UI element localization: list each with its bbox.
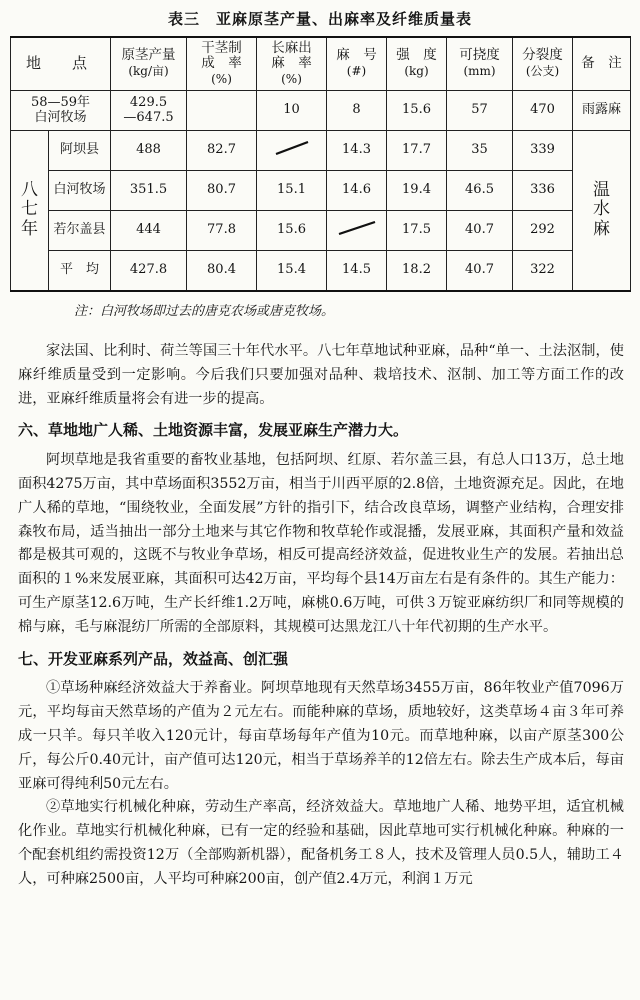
cell-dry: 80.7: [187, 171, 257, 211]
cell-location: 阿坝县: [49, 131, 111, 171]
cell-strength: 15.6: [387, 91, 447, 131]
cell-yield: 488: [111, 131, 187, 171]
cell-flex: 40.7: [447, 211, 513, 251]
section-heading-7: 七、开发亚麻系列产品，效益高、创汇强: [18, 649, 289, 668]
cell-remark: 雨露麻: [573, 91, 631, 131]
cell-grade: 14.3: [327, 131, 387, 171]
flax-quality-table: [10, 36, 631, 292]
cell-flex: 46.5: [447, 171, 513, 211]
table-title: 表三 亚麻原茎产量、出麻率及纤维质量表: [167, 10, 472, 28]
header-yield: 原茎产量 (kg/亩): [111, 37, 187, 91]
cell-long: 15.1: [257, 171, 327, 211]
cell-strength: 19.4: [387, 171, 447, 211]
cell-yield: 427.8: [111, 251, 187, 291]
table-row-average: [11, 251, 631, 291]
table-row: [11, 171, 631, 211]
cell-split: 339: [513, 131, 573, 171]
group-label-87: 八 七 年: [11, 131, 49, 291]
header-location: 地 点: [11, 37, 111, 91]
cell-dry: 82.7: [187, 131, 257, 171]
header-dry-rate: 干茎制 成 率 (%): [187, 37, 257, 91]
cell-grade: 14.6: [327, 171, 387, 211]
cell-flex: 40.7: [447, 251, 513, 291]
cell-flex: 57: [447, 91, 513, 131]
paragraph: ②草地实行机械化种麻，劳动生产率高，经济效益大。草地地广人稀、地势平坦，适宜机械化作业。草地实行机械化种麻，已有一定的经验和基础，因此草地可实行机械化种麻。种麻的一个配套机组约需投资12万（全部购新机器），配备机务工８人，技术及管理人员0.5人，辅助工４人，可种麻2500亩，人平均可种麻200亩，创产值2.4万元，利润１万元: [18, 799, 624, 887]
paragraph: 家法国、比利时、荷兰等国三十年代水平。八七年草地试种亚麻，品种“单一、土法沤制，使麻纤维质量受到一定影响。今后我们只要加强对品种、栽培技术、沤制、加工等方面工作的改进，亚麻纤维质量将会有进一步的提高。: [18, 343, 624, 407]
table-note: 注：白河牧场即过去的唐克农场或唐克牧场。: [74, 304, 335, 319]
cell-dry: [187, 91, 257, 131]
cell-split: 336: [513, 171, 573, 211]
remark-group: 温 水 麻: [573, 131, 631, 291]
cell-strength: 17.5: [387, 211, 447, 251]
table-row: [11, 131, 631, 171]
body-text: [18, 340, 624, 892]
cell-long: 15.6: [257, 211, 327, 251]
paragraph: ①草场种麻经济效益大于养畜业。阿坝草地现有天然草场3455万亩，86年牧业产值7096万元，平均每亩天然草场的产值为２元左右。而能种麻的草场，质地较好，这类草场４亩３年可养成一只羊。每只羊收入120元计，每亩草场每年产值为10元。而草地种麻，以亩产原茎300公斤，每公斤0.40元计，亩产值可达120元，相当于草场养羊的12倍左右。除去生产成本后，每亩亚麻可得纯利50元左右。: [18, 680, 624, 792]
table-header-row: [11, 37, 631, 91]
cell-long: 10: [257, 91, 327, 131]
cell-grade: 8: [327, 91, 387, 131]
header-split: 分裂度 (公支): [513, 37, 573, 91]
header-flexibility: 可挠度 (mm): [447, 37, 513, 91]
header-long-fiber-rate: 长麻出 麻 率 (%): [257, 37, 327, 91]
cell-strength: 18.2: [387, 251, 447, 291]
cell-dry: 77.8: [187, 211, 257, 251]
cell-split: 322: [513, 251, 573, 291]
table-row: [11, 91, 631, 131]
cell-split: 470: [513, 91, 573, 131]
cell-split: 292: [513, 211, 573, 251]
cell-flex: 35: [447, 131, 513, 171]
cell-location: 平 均: [49, 251, 111, 291]
header-remark: 备 注: [573, 37, 631, 91]
cell-dry: 80.4: [187, 251, 257, 291]
cell-location: 白河牧场: [49, 171, 111, 211]
header-strength: 强 度 (kg): [387, 37, 447, 91]
slash-mark: [335, 221, 379, 235]
table-row: [11, 211, 631, 251]
cell-grade: 14.5: [327, 251, 387, 291]
cell-yield: 444: [111, 211, 187, 251]
cell-strength: 17.7: [387, 131, 447, 171]
paragraph: 阿坝草地是我省重要的畜牧业基地，包括阿坝、红原、若尔盖三县，有总人口13万，总土地面积4275万亩，其中草场面积3552万亩，相当于川西平原的2.8倍，土地资源充足。因此，在地广人稀的草地，“围绕牧业，全面发展”方针的指引下，结合改良草场，调整产业结构，合理安排森牧布局，适当抽出一部分土地来与其它作物和牧草轮作或混播，发展亚麻，其面积产量和效益都是极其可观的，这既不与牧业争草场，相反可提高经济效益，促进牧业生产的发展。若抽出总面积的１%来发展亚麻，其面积可达42万亩，平均每个县14万亩左右是有条件的。其生产能力：可生产原茎12.6万吨，生产长纤维1.2万吨，麻桃0.6万吨，可供３万锭亚麻纺织厂和同等规模的棉与麻，毛与麻混纺厂所需的全部原料，其规模可达黑龙江八十年代初期的生产水平。: [18, 452, 624, 635]
cell-grade-empty-slash: [327, 211, 387, 251]
cell-yield: 351.5: [111, 171, 187, 211]
cell-location: 58—59年 白河牧场: [11, 91, 111, 131]
slash-mark: [270, 141, 314, 155]
cell-long: 15.4: [257, 251, 327, 291]
cell-location: 若尔盖县: [49, 211, 111, 251]
cell-yield: 429.5 —647.5: [111, 91, 187, 131]
cell-long-empty-slash: [257, 131, 327, 171]
section-heading-6: 六、草地地广人稀、土地资源丰富，发展亚麻生产潜力大。: [18, 421, 409, 440]
header-grade: 麻 号 (#): [327, 37, 387, 91]
